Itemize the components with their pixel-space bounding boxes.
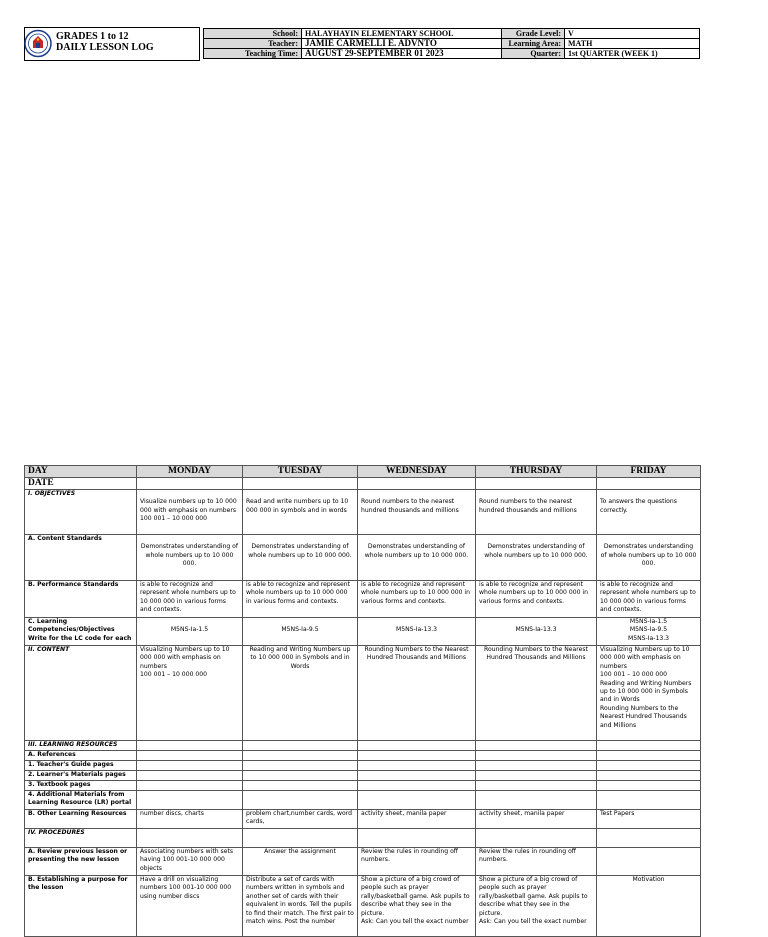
row-cell-thursday: Show a picture of a big crowd of people such as prayer rally/basketball game. Ask pupils to describe what they see in the picture. Ask: Can you tell the exact number: [476, 876, 597, 937]
row-cell-wednesday: [358, 761, 476, 771]
day-tuesday: TUESDAY: [243, 466, 358, 478]
row-cell-tuesday: [243, 771, 358, 781]
log-row: [25, 781, 701, 791]
row-label: A. References: [25, 751, 137, 761]
log-row: [25, 810, 701, 829]
row-cell-thursday: [476, 761, 597, 771]
row-cell-wednesday: [358, 741, 476, 751]
row-cell-friday: Demonstrates understanding of whole numbers up to 10 000 000.: [597, 535, 701, 581]
info-label: Teaching Time:: [204, 49, 302, 59]
date-cell[interactable]: [137, 478, 243, 490]
row-cell-thursday: [476, 741, 597, 751]
row-label: C. Learning Competencies/Objectives Write for the LC code for each: [25, 618, 137, 646]
row-cell-monday: [137, 829, 243, 848]
title-line-1: GRADES 1 to 12: [56, 31, 129, 42]
date-row: [25, 478, 701, 490]
log-row: [25, 741, 701, 751]
row-cell-friday: [597, 829, 701, 848]
day-thursday: THURSDAY: [476, 466, 597, 478]
row-cell-friday: [597, 848, 701, 876]
info-value: MATH: [565, 39, 700, 49]
row-cell-tuesday: problem chart,number cards, word cards,: [243, 810, 358, 829]
row-cell-tuesday: is able to recognize and represent whole numbers up to 10 000 000 in various forms and contexts.: [243, 581, 358, 618]
log-row: [25, 876, 701, 937]
row-cell-wednesday: [358, 781, 476, 791]
log-row: [25, 829, 701, 848]
row-cell-thursday: Rounding Numbers to the Nearest Hundred Thousands and Millions: [476, 646, 597, 741]
row-label: II. CONTENT: [25, 646, 137, 741]
log-row: [25, 771, 701, 781]
row-cell-tuesday: M5NS-Ia-9.5: [243, 618, 358, 646]
row-cell-wednesday: Review the rules in rounding off numbers.: [358, 848, 476, 876]
row-cell-tuesday: Read and write numbers up to 10 000 000 in symbols and in words: [243, 490, 358, 535]
deped-seal-icon: [24, 28, 52, 59]
row-cell-wednesday: [358, 829, 476, 848]
row-label: III. LEARNING RESOURCES: [25, 741, 137, 751]
log-row: [25, 646, 701, 741]
row-cell-monday: [137, 791, 243, 810]
row-cell-friday: [597, 781, 701, 791]
row-cell-thursday: Round numbers to the nearest hundred thousands and millions: [476, 490, 597, 535]
row-cell-tuesday: [243, 781, 358, 791]
row-cell-thursday: is able to recognize and represent whole numbers up to 10 000 000 in various forms and contexts.: [476, 581, 597, 618]
row-cell-wednesday: [358, 791, 476, 810]
row-cell-tuesday: Demonstrates understanding of whole numbers up to 10 000 000.: [243, 535, 358, 581]
document-title: [56, 31, 154, 53]
log-row: [25, 581, 701, 618]
row-cell-friday: [597, 761, 701, 771]
row-cell-friday: Motivation: [597, 876, 701, 937]
row-cell-thursday: activity sheet, manila paper: [476, 810, 597, 829]
header-info-row: [204, 39, 700, 49]
row-cell-monday: [137, 741, 243, 751]
row-label: B. Establishing a purpose for the lesson: [25, 876, 137, 937]
row-cell-tuesday: [243, 829, 358, 848]
day-label: DAY: [25, 466, 137, 478]
log-row: [25, 848, 701, 876]
row-label: I. OBJECTIVES: [25, 490, 137, 535]
row-label: IV. PROCEDURES: [25, 829, 137, 848]
info-value: AUGUST 29-SEPTEMBER 01 2023: [302, 49, 502, 59]
lesson-log-table: [24, 465, 701, 937]
row-cell-wednesday: M5NS-Ia-13.3: [358, 618, 476, 646]
row-cell-monday: Associating numbers with sets having 100 001-10 000 000 objects: [137, 848, 243, 876]
row-cell-wednesday: activity sheet, manila paper: [358, 810, 476, 829]
row-cell-thursday: M5NS-Ia-13.3: [476, 618, 597, 646]
row-cell-thursday: [476, 829, 597, 848]
row-cell-tuesday: [243, 791, 358, 810]
day-wednesday: WEDNESDAY: [358, 466, 476, 478]
info-label: School:: [204, 29, 302, 39]
row-cell-wednesday: [358, 771, 476, 781]
row-cell-friday: [597, 791, 701, 810]
row-cell-tuesday: Distribute a set of cards with numbers written in symbols and another set of cards with their equivalent in words. Tell the pupils to find their match. The first pair to match wins. Post the number: [243, 876, 358, 937]
row-cell-wednesday: Show a picture of a big crowd of people such as prayer rally/basketball game. Ask pupils to describe what they see in the picture. Ask: Can you tell the exact number: [358, 876, 476, 937]
row-cell-monday: [137, 751, 243, 761]
row-label: 1. Teacher's Guide pages: [25, 761, 137, 771]
date-cell[interactable]: [597, 478, 701, 490]
info-label: Teacher:: [204, 39, 302, 49]
row-cell-wednesday: Rounding Numbers to the Nearest Hundred Thousands and Millions: [358, 646, 476, 741]
log-row: [25, 791, 701, 810]
row-cell-monday: Demonstrates understanding of whole numbers up to 10 000 000.: [137, 535, 243, 581]
row-cell-wednesday: Demonstrates understanding of whole numbers up to 10 000 000.: [358, 535, 476, 581]
row-cell-tuesday: Reading and Writing Numbers up to 10 000 000 in Symbols and in Words: [243, 646, 358, 741]
row-cell-thursday: [476, 771, 597, 781]
title-line-2: DAILY LESSON LOG: [56, 42, 154, 53]
row-label: A. Review previous lesson or presenting the new lesson: [25, 848, 137, 876]
info-label: Learning Area:: [502, 39, 565, 49]
row-cell-friday: is able to recognize and represent whole numbers up to 10 000 000 in various forms and contexts.: [597, 581, 701, 618]
row-label: A. Content Standards: [25, 535, 137, 581]
row-cell-tuesday: [243, 751, 358, 761]
row-cell-thursday: [476, 751, 597, 761]
row-cell-monday: [137, 761, 243, 771]
row-cell-friday: [597, 771, 701, 781]
row-cell-monday: Visualize numbers up to 10 000 000 with emphasis on numbers 100 001 – 10 000 000: [137, 490, 243, 535]
date-cell[interactable]: [476, 478, 597, 490]
row-cell-wednesday: [358, 751, 476, 761]
row-cell-wednesday: is able to recognize and represent whole numbers up to 10 000 000 in various forms and contexts.: [358, 581, 476, 618]
info-value: HALAYHAYIN ELEMENTARY SCHOOL: [302, 29, 502, 39]
header-info-row: [204, 29, 700, 39]
row-cell-monday: is able to recognize and represent whole numbers up to 10 000 000 in various forms and contexts.: [137, 581, 243, 618]
row-cell-thursday: [476, 781, 597, 791]
log-row: [25, 535, 701, 581]
day-friday: FRIDAY: [597, 466, 701, 478]
row-cell-friday: [597, 751, 701, 761]
info-label: Grade Level:: [502, 29, 565, 39]
row-cell-friday: M5NS-Ia-1.5 M5NS-Ia-9.5 M5NS-Ia-13.3: [597, 618, 701, 646]
row-label: B. Other Learning Resources: [25, 810, 137, 829]
row-label: 3. Textbook pages: [25, 781, 137, 791]
row-cell-monday: Have a drill on visualizing numbers 100 001-10 000 000 using number discs: [137, 876, 243, 937]
row-cell-thursday: [476, 791, 597, 810]
info-label: Quarter:: [502, 49, 565, 59]
day-monday: MONDAY: [137, 466, 243, 478]
row-cell-friday: Visualizing Numbers up to 10 000 000 with emphasis on numbers 100 001 – 10 000 000 Reading and Writing Numbers up to 10 000 000 in Symbols and in Words Rounding Numbers to the Nearest Hundred Thousands and Millions: [597, 646, 701, 741]
row-cell-monday: [137, 771, 243, 781]
info-value: V: [565, 29, 700, 39]
row-cell-monday: M5NS-Ia-1.5: [137, 618, 243, 646]
row-cell-tuesday: Answer the assignment: [243, 848, 358, 876]
header-info-row: [204, 49, 700, 59]
row-cell-friday: [597, 741, 701, 751]
row-label: B. Performance Standards: [25, 581, 137, 618]
row-cell-thursday: Demonstrates understanding of whole numbers up to 10 000 000.: [476, 535, 597, 581]
log-row: [25, 761, 701, 771]
row-cell-monday: number discs, charts: [137, 810, 243, 829]
log-row: [25, 751, 701, 761]
log-row: [25, 618, 701, 646]
date-label: DATE: [25, 478, 137, 490]
row-cell-monday: Visualizing Numbers up to 10 000 000 with emphasis on numbers 100 001 – 10 000 000: [137, 646, 243, 741]
row-label: 2. Learner's Materials pages: [25, 771, 137, 781]
date-cell[interactable]: [243, 478, 358, 490]
row-cell-tuesday: [243, 741, 358, 751]
row-cell-friday: To answers the questions correctly.: [597, 490, 701, 535]
row-cell-thursday: Review the rules in rounding off numbers.: [476, 848, 597, 876]
row-label: 4. Additional Materials from Learning Resource (LR) portal: [25, 791, 137, 810]
date-cell[interactable]: [358, 478, 476, 490]
info-value: JAMIE CARMELLI E. ADVNTO: [302, 39, 502, 49]
row-cell-friday: Test Papers: [597, 810, 701, 829]
row-cell-tuesday: [243, 761, 358, 771]
row-cell-wednesday: Round numbers to the nearest hundred thousands and millions: [358, 490, 476, 535]
log-row: [25, 490, 701, 535]
header-info-table: [203, 28, 700, 59]
info-value: 1st QUARTER (WEEK 1): [565, 49, 700, 59]
row-cell-monday: [137, 781, 243, 791]
day-header-row: [25, 466, 701, 478]
